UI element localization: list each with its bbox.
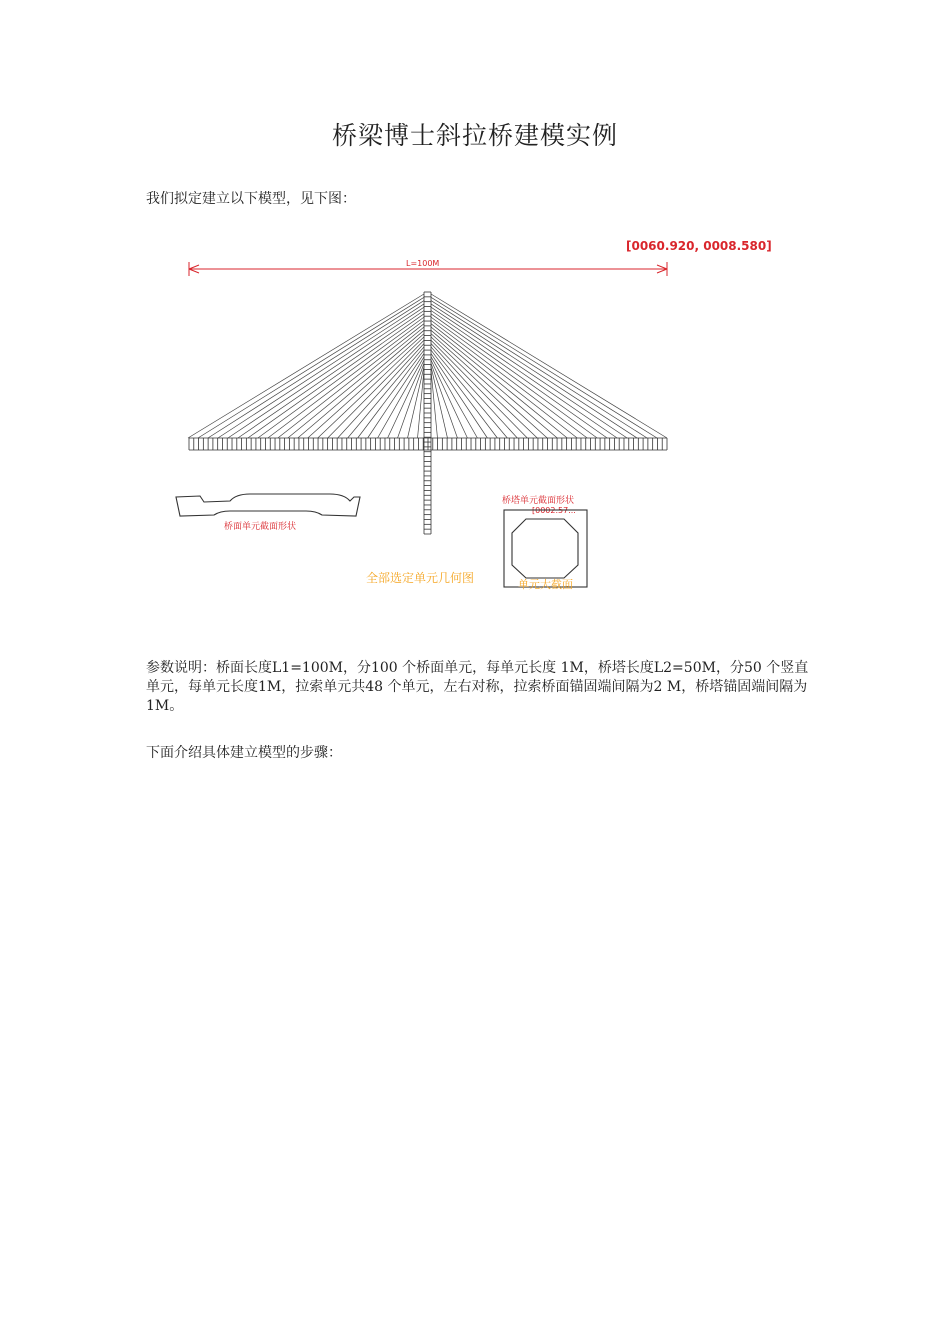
parameter-description: 参数说明：桥面长度L1=100M，分100 个桥面单元，每单元长度 1M，桥塔长度L2=50M，分50 个竖直单元，每单元长度1M，拉索单元共48 个单元，左右对称，拉索桥面锚固端间隔为2 M，桥塔锚固端间隔为 1M。 xyxy=(146,660,809,714)
stay-cable-left xyxy=(348,347,424,438)
selection-label: 全部选定单元几何图 xyxy=(366,571,475,585)
bridge-tower xyxy=(424,292,431,534)
stay-cable-right xyxy=(431,337,537,438)
stay-cable-left xyxy=(308,334,424,438)
steps-intro: 下面介绍具体建立模型的步骤： xyxy=(146,745,342,761)
stay-cable-right xyxy=(431,307,627,438)
deck-section-shape xyxy=(176,494,360,516)
coordinate-readout: [0060.920, 0008.580] xyxy=(626,239,772,253)
tower-section-shape xyxy=(504,510,587,587)
stay-cable-left xyxy=(208,301,424,438)
stay-cable-right xyxy=(431,340,527,438)
bridge-deck xyxy=(189,438,667,450)
span-label: L=100M xyxy=(406,259,440,268)
deck-section-label: 桥面单元截面形状 xyxy=(224,522,297,532)
page-title: 桥梁博士斜拉桥建模实例 xyxy=(331,121,618,150)
stay-cable-left xyxy=(198,297,424,438)
stay-cable-right xyxy=(431,324,577,438)
stay-cable-right xyxy=(431,314,607,438)
stay-cable-left xyxy=(248,314,424,438)
intro-paragraph: 我们拟定建立以下模型，见下图： xyxy=(146,191,356,207)
stay-cable-left xyxy=(328,340,424,438)
stay-cable-right xyxy=(431,301,647,438)
tower-section-label: 桥塔单元截面形状 xyxy=(502,496,575,506)
tower-section-overlap-label: [0002.57... xyxy=(532,506,576,515)
stay-cable-right xyxy=(431,334,547,438)
bridge-model-figure xyxy=(140,228,780,598)
unit-section-label: 单元大截面 xyxy=(518,578,573,591)
stay-cable-left xyxy=(268,320,424,438)
stay-cable-right xyxy=(431,320,587,438)
stay-cable-left xyxy=(398,363,424,438)
stay-cable-right xyxy=(431,347,507,438)
stay-cable-left xyxy=(278,324,424,438)
stay-cable-left xyxy=(318,337,424,438)
stay-cables xyxy=(188,294,667,438)
stay-cable-left xyxy=(228,307,424,438)
stay-cable-right xyxy=(431,297,657,438)
bridge-model-drawing xyxy=(140,228,780,598)
stay-cable-left xyxy=(258,317,424,438)
stay-cable-right xyxy=(431,363,457,438)
stay-cable-right xyxy=(431,317,597,438)
